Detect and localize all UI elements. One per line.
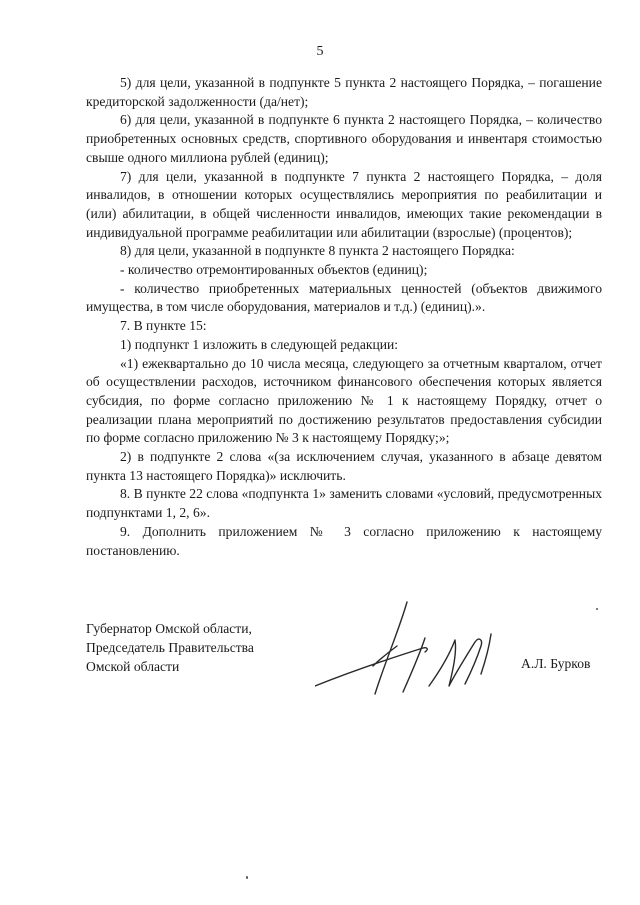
list-item-acquired-assets: - количество приобретенных материальных ценностей (объектов движимого имущества, в том числе оборудования, материалов и т.д.) (единиц).». — [86, 280, 602, 315]
signatory-title — [86, 619, 254, 676]
paragraph-goal-5: 5) для цели, указанной в подпункте 5 пункта 2 настоящего Порядка, – погашение кредиторской задолженности (да/нет); — [86, 75, 602, 109]
signatory-line-3: Омской области — [86, 659, 180, 674]
document-body — [86, 74, 602, 560]
paragraph-subitem-2: 2) в подпункте 2 слова «(за исключением случая, указанного в абзаце девятом пункта 13 настоящего Порядка)» исключить. — [86, 449, 602, 483]
paragraph-item-8: 8. В пункте 22 слова «подпункта 1» заменить словами «условий, предусмотренных подпунктами 1, 2, 6». — [86, 486, 602, 521]
signatory-line-2: Председатель Правительства — [86, 640, 254, 655]
list-item-repaired-objects: - количество отремонтированных объектов (единиц); — [120, 262, 428, 278]
paragraph-item-9: 9. Дополнить приложением № 3 согласно приложению к настоящему постановлению. — [86, 523, 602, 558]
scan-speck — [596, 608, 598, 610]
paragraph-goal-7: 7) для цели, указанной в подпункте 7 пункта 2 настоящего Порядка, – доля инвалидов, в отношении которых осуществлялись мероприятия по реабилитации и (или) абилитации, в общей численности инвалидов, имеющих такие рекомендации в индивидуальной программе реабилитации или абилитации (взрослые) (процентов); — [86, 168, 602, 240]
scan-speck — [246, 876, 248, 879]
handwritten-signature — [315, 600, 515, 700]
paragraph-goal-6: 6) для цели, указанной в подпункте 6 пункта 2 настоящего Порядка, – количество приобретенных основных средств, спортивного оборудования и инвентаря стоимостью свыше одного миллиона рублей (единиц); — [86, 112, 602, 165]
signer-name: А.Л. Бурков — [521, 656, 591, 671]
page-number: 5 — [316, 44, 324, 59]
paragraph-goal-8: 8) для цели, указанной в подпункте 8 пункта 2 настоящего Порядка: — [120, 243, 515, 259]
paragraph-new-subitem-text: «1) ежеквартально до 10 числа месяца, следующего за отчетным кварталом, отчет об осуществлении расходов, источником финансового обеспечения которых является субсидия, по форме согласно приложению № 1 к настоящему Порядку, отчет о реализации плана мероприятий по достижению результатов предоставления субсидии по форме согласно приложению № 3 к настоящему Порядку;»; — [86, 355, 602, 446]
signatory-line-1: Губернатор Омской области, — [86, 621, 252, 636]
paragraph-subitem-1: 1) подпункт 1 изложить в следующей редакции: — [120, 336, 399, 352]
paragraph-item-7: 7. В пункте 15: — [120, 318, 207, 334]
